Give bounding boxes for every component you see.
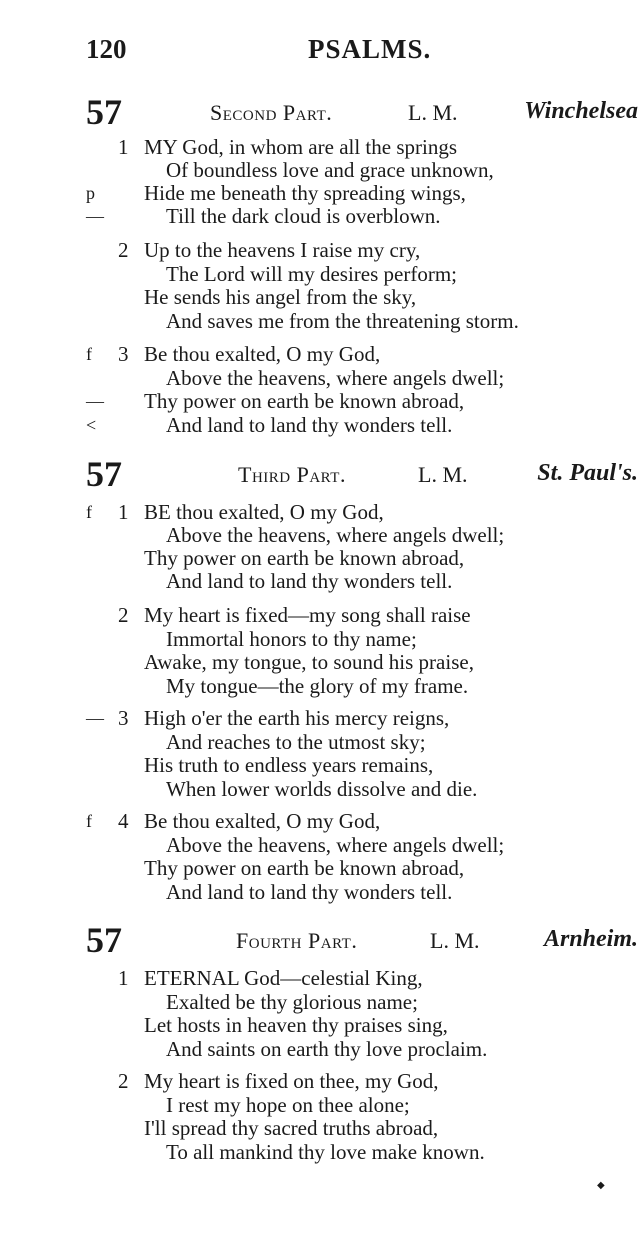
verse-line: Thy power on earth be known abroad, [144, 856, 465, 880]
verse-line: Of boundless love and grace unknown, [166, 158, 494, 182]
dynamic-mark: < [86, 414, 97, 435]
meter-label: L. M. [408, 100, 458, 125]
verse-line: And land to land thy wonders tell. [166, 569, 453, 593]
verse-number: 1 [118, 966, 129, 990]
verse-line: Awake, my tongue, to sound his praise, [144, 650, 474, 674]
tune-name: St. Paul's. [537, 460, 638, 486]
verse-number: 3 [118, 706, 129, 730]
verse-line: Above the heavens, where angels dwell; [166, 365, 505, 390]
dynamic-mark: f [86, 811, 92, 831]
part-title: Fourth Part. [236, 928, 358, 953]
verse-line: Above the heavens, where angels dwell; [166, 832, 505, 857]
verse-line: When lower worlds dissolve and die. [166, 776, 478, 801]
verse-line: Up to the heavens I raise my cry, [144, 238, 421, 262]
verse-line: My tongue—the glory of my frame. [166, 673, 469, 698]
verse-line: And saves me from the threatening storm. [166, 308, 519, 333]
part-title: Second Part. [210, 100, 333, 125]
dynamic-mark: f [86, 344, 92, 364]
psalm-number: 57 [86, 920, 122, 960]
psalm-section-header [86, 454, 638, 498]
verse-line: Be thou exalted, O my God, [144, 342, 381, 366]
verse-line: Thy power on earth be known abroad, [144, 389, 465, 413]
verse-line: I'll spread thy sacred truths abroad, [144, 1116, 439, 1140]
psalm-number: 57 [86, 454, 122, 494]
verse-line: I rest my hope on thee alone; [166, 1092, 410, 1117]
part-title: Third Part. [238, 462, 346, 487]
verse-line: Above the heavens, where angels dwell; [166, 523, 505, 547]
verse-number: 3 [118, 342, 129, 366]
verse-line: ETERNAL God—celestial King, [144, 966, 423, 990]
verse-line: Be thou exalted, O my God, [144, 809, 381, 833]
dynamic-mark: — [86, 391, 104, 411]
verse-line: My heart is fixed on thee, my God, [144, 1069, 439, 1093]
tune-name: Arnheim. [543, 926, 638, 952]
verse-line: Hide me beneath thy spreading wings, [144, 181, 466, 205]
verse-number: 1 [118, 135, 129, 159]
dynamic-mark: — [86, 206, 104, 226]
verse-line: High o'er the earth his mercy reigns, [144, 706, 450, 730]
verse-line: MY God, in whom are all the springs [144, 135, 458, 159]
verse-line: He sends his angel from the sky, [144, 285, 417, 309]
verse-line: And saints on earth thy love proclaim. [166, 1036, 488, 1061]
page-header [86, 34, 626, 68]
ornament-mark: ◆ [597, 1180, 605, 1191]
verse-line: And land to land thy wonders tell. [166, 412, 453, 437]
verse-line: His truth to endless years remains, [144, 753, 434, 777]
verse-line: Till the dark cloud is overblown. [166, 204, 441, 228]
verse-line: My heart is fixed—my song shall raise [144, 603, 471, 627]
meter-label: L. M. [418, 462, 468, 487]
verse-line: And reaches to the utmost sky; [166, 729, 426, 754]
verse-number: 1 [118, 500, 129, 524]
page-number: 120 [86, 34, 127, 64]
meter-label: L. M. [430, 928, 480, 953]
dynamic-mark: p [86, 183, 95, 203]
verse-number: 2 [118, 238, 129, 262]
dynamic-mark: — [86, 708, 104, 728]
verse-line: BE thou exalted, O my God, [144, 500, 384, 524]
verse-line: And land to land thy wonders tell. [166, 879, 453, 904]
verse-line: Exalted be thy glorious name; [166, 989, 418, 1014]
dynamic-mark: f [86, 502, 92, 522]
verse-line: Thy power on earth be known abroad, [144, 546, 465, 570]
verse-line: Immortal honors to thy name; [166, 626, 417, 651]
running-title: PSALMS. [308, 34, 432, 64]
tune-name: Winchelsea [524, 98, 638, 124]
psalm-section-header [86, 920, 638, 964]
verse-number: 4 [118, 809, 129, 833]
psalm-number: 57 [86, 92, 122, 132]
verse-number: 2 [118, 603, 129, 627]
verse-line: To all mankind thy love make known. [166, 1139, 485, 1164]
psalm-section-header [86, 92, 638, 136]
verse-line: The Lord will my desires perform; [166, 261, 458, 286]
verse-number: 2 [118, 1069, 129, 1093]
verse-line: Let hosts in heaven thy praises sing, [144, 1013, 448, 1037]
